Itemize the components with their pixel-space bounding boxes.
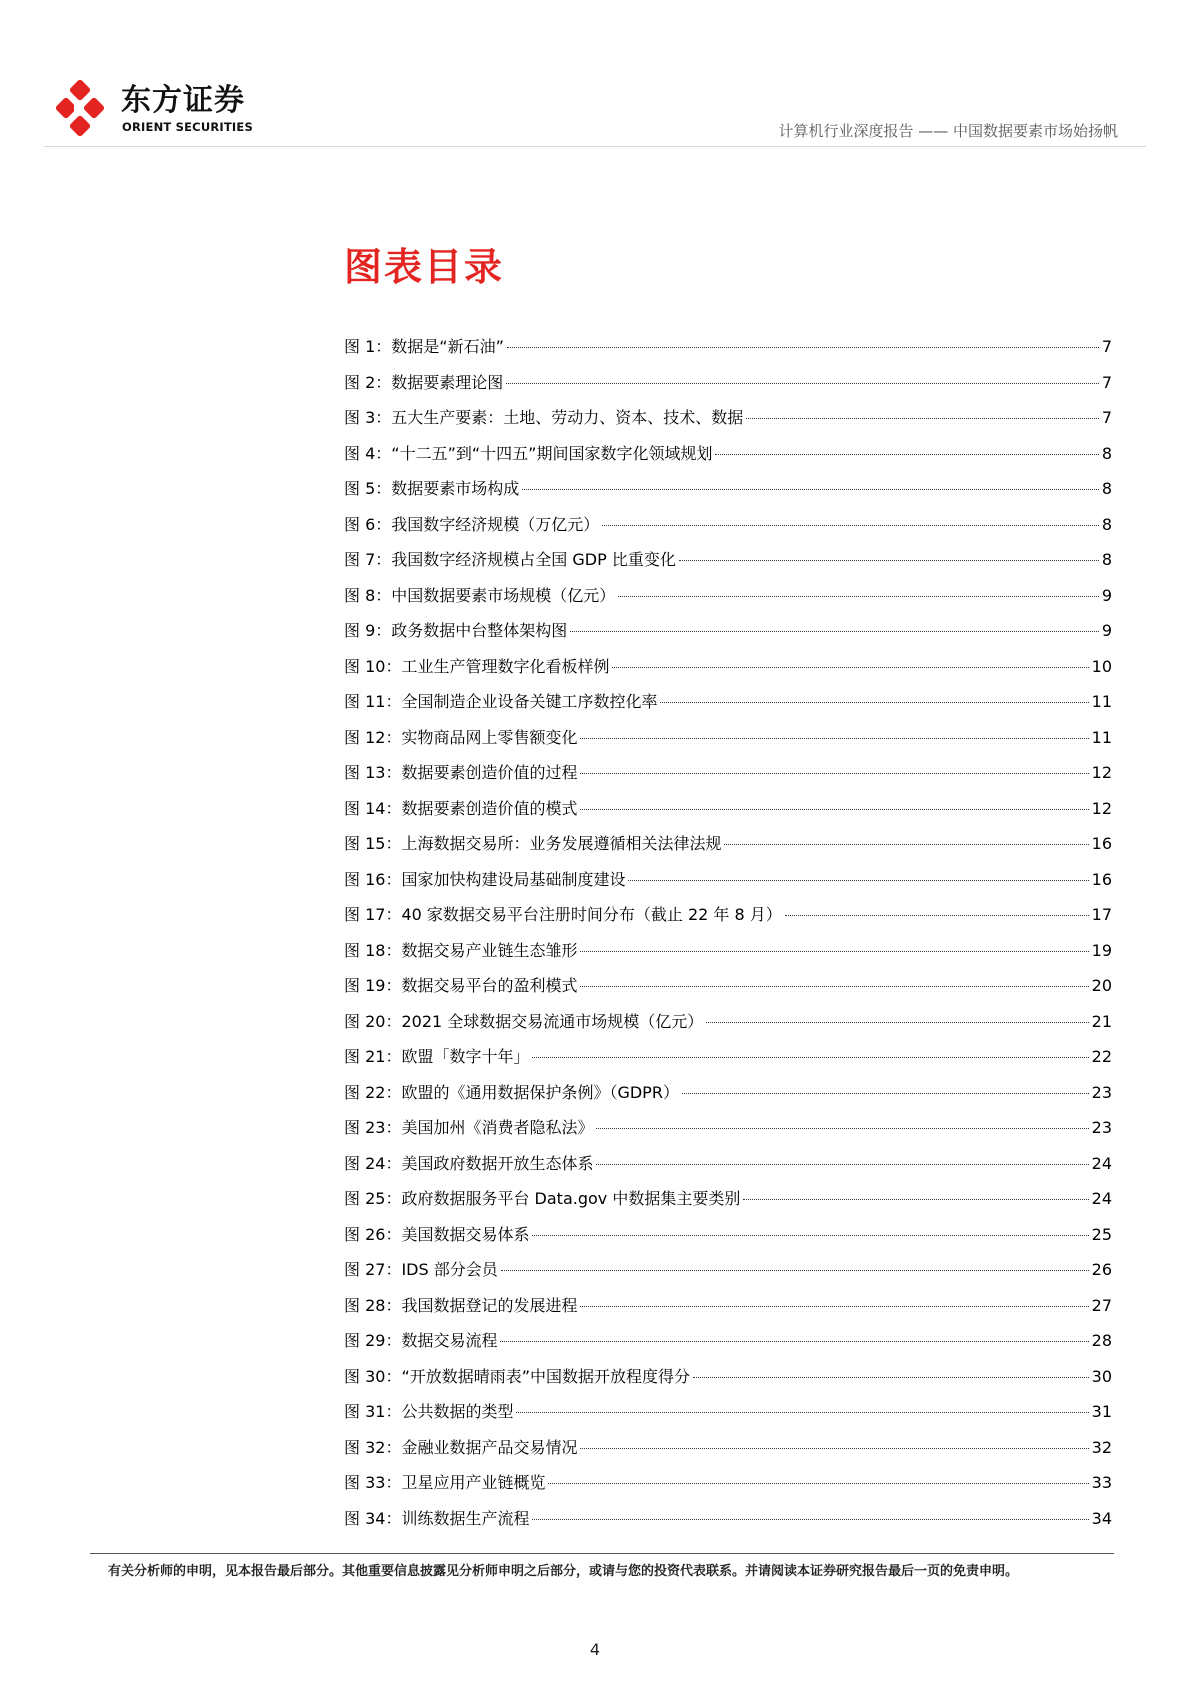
toc-heading: 图表目录 — [344, 245, 505, 289]
toc-entry-number: 图 7： — [344, 550, 392, 569]
logo-english-name: ORIENT SECURITIES — [122, 120, 253, 134]
toc-entry-page: 23 — [1091, 1118, 1112, 1137]
toc-leader-dots — [580, 773, 1088, 774]
toc-leader-dots — [516, 1412, 1088, 1413]
toc-entry-page: 19 — [1091, 940, 1112, 960]
toc-entry-number: 图 2： — [344, 372, 392, 392]
toc-entry-title: “开放数据晴雨表”中国数据开放程度得分 — [401, 1366, 691, 1386]
toc-entry-number: 图 1： — [344, 337, 392, 356]
toc-entry-number: 图 8： — [344, 585, 392, 605]
toc-entry[interactable] — [344, 478, 1112, 514]
toc-entry-title: 中国数据要素市场规模（亿元） — [391, 585, 616, 605]
toc-leader-dots — [570, 631, 1099, 632]
toc-entry-page: 7 — [1101, 372, 1112, 392]
toc-entry[interactable] — [344, 727, 1112, 763]
toc-leader-dots — [580, 1306, 1088, 1307]
toc-entry-title: 公共数据的类型 — [401, 1402, 514, 1421]
toc-entry-title: 训练数据生产流程 — [401, 1508, 530, 1528]
toc-entry-page: 31 — [1091, 1402, 1112, 1421]
logo-chinese-name: 东方证券 — [121, 83, 245, 118]
toc-entry-title: 数据交易产业链生态雏形 — [401, 940, 578, 960]
toc-entry-title: 工业生产管理数字化看板样例 — [401, 656, 610, 676]
toc-entry-number: 图 15： — [344, 834, 402, 853]
toc-entry-title: 我国数据登记的发展进程 — [401, 1295, 578, 1315]
toc-leader-dots — [628, 880, 1088, 881]
toc-entry[interactable] — [344, 691, 1112, 727]
toc-entry-number: 图 6： — [344, 514, 392, 534]
toc-entry[interactable] — [344, 904, 1112, 940]
toc-entry-title: 数据要素创造价值的过程 — [401, 763, 578, 782]
toc-leader-dots — [507, 347, 1099, 348]
toc-leader-dots — [602, 525, 1099, 526]
toc-entry-page: 24 — [1091, 1153, 1112, 1173]
toc-entry-title: 数据要素市场构成 — [391, 479, 520, 498]
toc-entry[interactable] — [344, 585, 1112, 621]
toc-entry[interactable] — [344, 1508, 1112, 1544]
toc-entry-number: 图 29： — [344, 1331, 402, 1350]
toc-entry-number: 图 26： — [344, 1224, 402, 1244]
toc-entry-page: 9 — [1101, 621, 1112, 640]
toc-entry-page: 7 — [1101, 408, 1112, 427]
toc-leader-dots — [580, 809, 1088, 810]
toc-entry[interactable] — [344, 656, 1112, 692]
toc-entry[interactable] — [344, 1117, 1112, 1153]
toc-entry-page: 8 — [1101, 443, 1112, 463]
toc-entry-page: 24 — [1091, 1189, 1112, 1208]
toc-entry-number: 图 19： — [344, 976, 402, 995]
toc-entry-title: 数据交易平台的盈利模式 — [401, 976, 578, 995]
toc-entry[interactable] — [344, 975, 1112, 1011]
toc-entry-title: 金融业数据产品交易情况 — [401, 1437, 578, 1457]
toc-entry[interactable] — [344, 1011, 1112, 1047]
toc-entry-title: 实物商品网上零售额变化 — [401, 727, 578, 747]
toc-entry-title: 政务数据中台整体架构图 — [391, 621, 568, 640]
orient-securities-logo-icon — [56, 80, 116, 140]
toc-entry-number: 图 22： — [344, 1082, 402, 1102]
toc-entry-page: 8 — [1101, 550, 1112, 569]
toc-entry[interactable] — [344, 1224, 1112, 1260]
toc-leader-dots — [746, 418, 1099, 419]
toc-entry-number: 图 11： — [344, 692, 402, 711]
toc-leader-dots — [618, 596, 1099, 597]
toc-entry[interactable] — [344, 1046, 1112, 1082]
company-logo — [56, 80, 256, 140]
toc-entry-page: 34 — [1091, 1508, 1112, 1528]
toc-entry-title: 我国数字经济规模占全国 GDP 比重变化 — [391, 550, 676, 569]
toc-entry-page: 23 — [1091, 1082, 1112, 1102]
toc-entry-title: IDS 部分会员 — [401, 1260, 498, 1279]
toc-leader-dots — [522, 489, 1099, 490]
toc-entry-number: 图 27： — [344, 1260, 402, 1279]
toc-entry-number: 图 28： — [344, 1295, 402, 1315]
footer-disclaimer: 有关分析师的申明，见本报告最后部分。其他重要信息披露见分析师申明之后部分，或请与您的投资代表联系。并请阅读本证券研究报告最后一页的免责申明。 — [108, 1564, 1019, 1579]
figure-toc-list — [344, 336, 1112, 1543]
toc-leader-dots — [580, 951, 1088, 952]
toc-entry-number: 图 30： — [344, 1366, 402, 1386]
toc-entry-number: 图 31： — [344, 1402, 402, 1421]
toc-entry-page: 20 — [1091, 976, 1112, 995]
toc-leader-dots — [596, 1128, 1088, 1129]
toc-entry-title: 五大生产要素：土地、劳动力、资本、技术、数据 — [391, 408, 744, 427]
toc-leader-dots — [580, 738, 1088, 739]
toc-entry[interactable] — [344, 1330, 1112, 1366]
toc-entry[interactable] — [344, 940, 1112, 976]
toc-leader-dots — [660, 702, 1088, 703]
toc-leader-dots — [682, 1093, 1089, 1094]
toc-entry-title: 卫星应用产业链概览 — [401, 1473, 546, 1492]
toc-entry-page: 17 — [1091, 905, 1112, 924]
toc-entry-page: 12 — [1091, 798, 1112, 818]
toc-entry-page: 10 — [1091, 656, 1112, 676]
toc-leader-dots — [500, 1341, 1088, 1342]
toc-entry[interactable] — [344, 1082, 1112, 1118]
toc-entry-title: 数据交易流程 — [401, 1331, 498, 1350]
toc-entry-title: 欧盟「数字十年」 — [401, 1047, 530, 1066]
toc-entry-title: 上海数据交易所：业务发展遵循相关法律法规 — [401, 834, 722, 853]
toc-leader-dots — [532, 1519, 1088, 1520]
toc-entry-page: 8 — [1101, 479, 1112, 498]
toc-entry-title: 全国制造企业设备关键工序数控化率 — [401, 692, 658, 711]
toc-entry[interactable] — [344, 372, 1112, 408]
toc-leader-dots — [724, 844, 1088, 845]
toc-entry-page: 11 — [1091, 692, 1112, 711]
toc-entry-title: 数据是“新石油” — [391, 337, 504, 356]
toc-leader-dots — [532, 1235, 1088, 1236]
toc-entry-page: 32 — [1091, 1437, 1112, 1457]
toc-entry[interactable] — [344, 336, 1112, 372]
toc-entry-title: 美国政府数据开放生态体系 — [401, 1153, 594, 1173]
toc-entry-title: 美国加州《消费者隐私法》 — [401, 1118, 594, 1137]
footer-divider — [90, 1553, 1114, 1554]
toc-entry-number: 图 18： — [344, 940, 402, 960]
toc-entry-page: 21 — [1091, 1011, 1112, 1031]
toc-entry-page: 28 — [1091, 1331, 1112, 1350]
toc-entry-page: 12 — [1091, 763, 1112, 782]
toc-entry[interactable] — [344, 407, 1112, 443]
toc-entry-title: 政府数据服务平台 Data.gov 中数据集主要类别 — [401, 1189, 741, 1208]
toc-entry-number: 图 12： — [344, 727, 402, 747]
toc-entry-title: 美国数据交易体系 — [401, 1224, 530, 1244]
toc-entry-number: 图 16： — [344, 869, 402, 889]
toc-entry[interactable] — [344, 1188, 1112, 1224]
toc-leader-dots — [706, 1022, 1088, 1023]
toc-entry[interactable] — [344, 1401, 1112, 1437]
toc-entry-page: 25 — [1091, 1224, 1112, 1244]
page-number: 4 — [589, 1640, 601, 1659]
toc-entry-title: 40 家数据交易平台注册时间分布（截止 22 年 8 月） — [401, 905, 782, 924]
toc-entry-number: 图 21： — [344, 1047, 402, 1066]
toc-leader-dots — [693, 1377, 1089, 1378]
toc-leader-dots — [715, 454, 1098, 455]
toc-entry-page: 26 — [1091, 1260, 1112, 1279]
toc-entry-page: 16 — [1091, 834, 1112, 853]
toc-leader-dots — [743, 1199, 1088, 1200]
toc-leader-dots — [679, 560, 1099, 561]
toc-entry-title: 我国数字经济规模（万亿元） — [391, 514, 600, 534]
toc-entry-number: 图 10： — [344, 656, 402, 676]
toc-leader-dots — [785, 915, 1089, 916]
toc-entry[interactable] — [344, 798, 1112, 834]
toc-entry[interactable] — [344, 443, 1112, 479]
toc-leader-dots — [580, 1448, 1088, 1449]
toc-entry-title: 数据要素理论图 — [391, 372, 504, 392]
toc-entry-number: 图 32： — [344, 1437, 402, 1457]
toc-entry-number: 图 24： — [344, 1153, 402, 1173]
toc-leader-dots — [506, 383, 1099, 384]
toc-leader-dots — [501, 1270, 1089, 1271]
toc-entry-page: 30 — [1091, 1366, 1112, 1386]
toc-entry[interactable] — [344, 620, 1112, 656]
toc-leader-dots — [580, 986, 1088, 987]
toc-entry[interactable] — [344, 514, 1112, 550]
toc-entry-number: 图 4： — [344, 443, 392, 463]
toc-entry-number: 图 17： — [344, 905, 402, 924]
toc-entry-number: 图 5： — [344, 479, 392, 498]
toc-entry-number: 图 9： — [344, 621, 392, 640]
toc-entry-title: “十二五”到“十四五”期间国家数字化领域规划 — [391, 443, 713, 463]
toc-entry-number: 图 23： — [344, 1118, 402, 1137]
toc-entry-page: 16 — [1091, 869, 1112, 889]
toc-entry[interactable] — [344, 1366, 1112, 1402]
toc-leader-dots — [548, 1483, 1088, 1484]
toc-entry-page: 27 — [1091, 1295, 1112, 1315]
toc-entry-number: 图 3： — [344, 408, 392, 427]
toc-entry[interactable] — [344, 1259, 1112, 1295]
toc-leader-dots — [612, 667, 1088, 668]
report-title: 计算机行业深度报告 —— 中国数据要素市场始扬帆 — [778, 122, 1118, 140]
header-divider — [44, 146, 1146, 147]
toc-entry-title: 数据要素创造价值的模式 — [401, 798, 578, 818]
toc-entry-title: 国家加快构建设局基础制度建设 — [401, 869, 626, 889]
toc-entry[interactable] — [344, 762, 1112, 798]
toc-entry-page: 11 — [1091, 727, 1112, 747]
toc-entry-page: 8 — [1101, 514, 1112, 534]
toc-entry-number: 图 14： — [344, 798, 402, 818]
toc-entry[interactable] — [344, 1295, 1112, 1331]
toc-entry-title: 欧盟的《通用数据保护条例》（GDPR） — [401, 1082, 679, 1102]
toc-entry-page: 7 — [1101, 337, 1112, 356]
toc-entry-page: 33 — [1091, 1473, 1112, 1492]
toc-entry[interactable] — [344, 1472, 1112, 1508]
toc-leader-dots — [532, 1057, 1088, 1058]
toc-entry-page: 9 — [1101, 585, 1112, 605]
toc-entry-number: 图 34： — [344, 1508, 402, 1528]
toc-entry-number: 图 25： — [344, 1189, 402, 1208]
toc-entry-page: 22 — [1091, 1047, 1112, 1066]
toc-entry-number: 图 20： — [344, 1011, 402, 1031]
toc-leader-dots — [596, 1164, 1088, 1165]
toc-entry-title: 2021 全球数据交易流通市场规模（亿元） — [401, 1011, 704, 1031]
toc-entry[interactable] — [344, 869, 1112, 905]
toc-entry[interactable] — [344, 1437, 1112, 1473]
toc-entry[interactable] — [344, 833, 1112, 869]
toc-entry[interactable] — [344, 549, 1112, 585]
toc-entry-number: 图 33： — [344, 1473, 402, 1492]
toc-entry[interactable] — [344, 1153, 1112, 1189]
toc-entry-number: 图 13： — [344, 763, 402, 782]
